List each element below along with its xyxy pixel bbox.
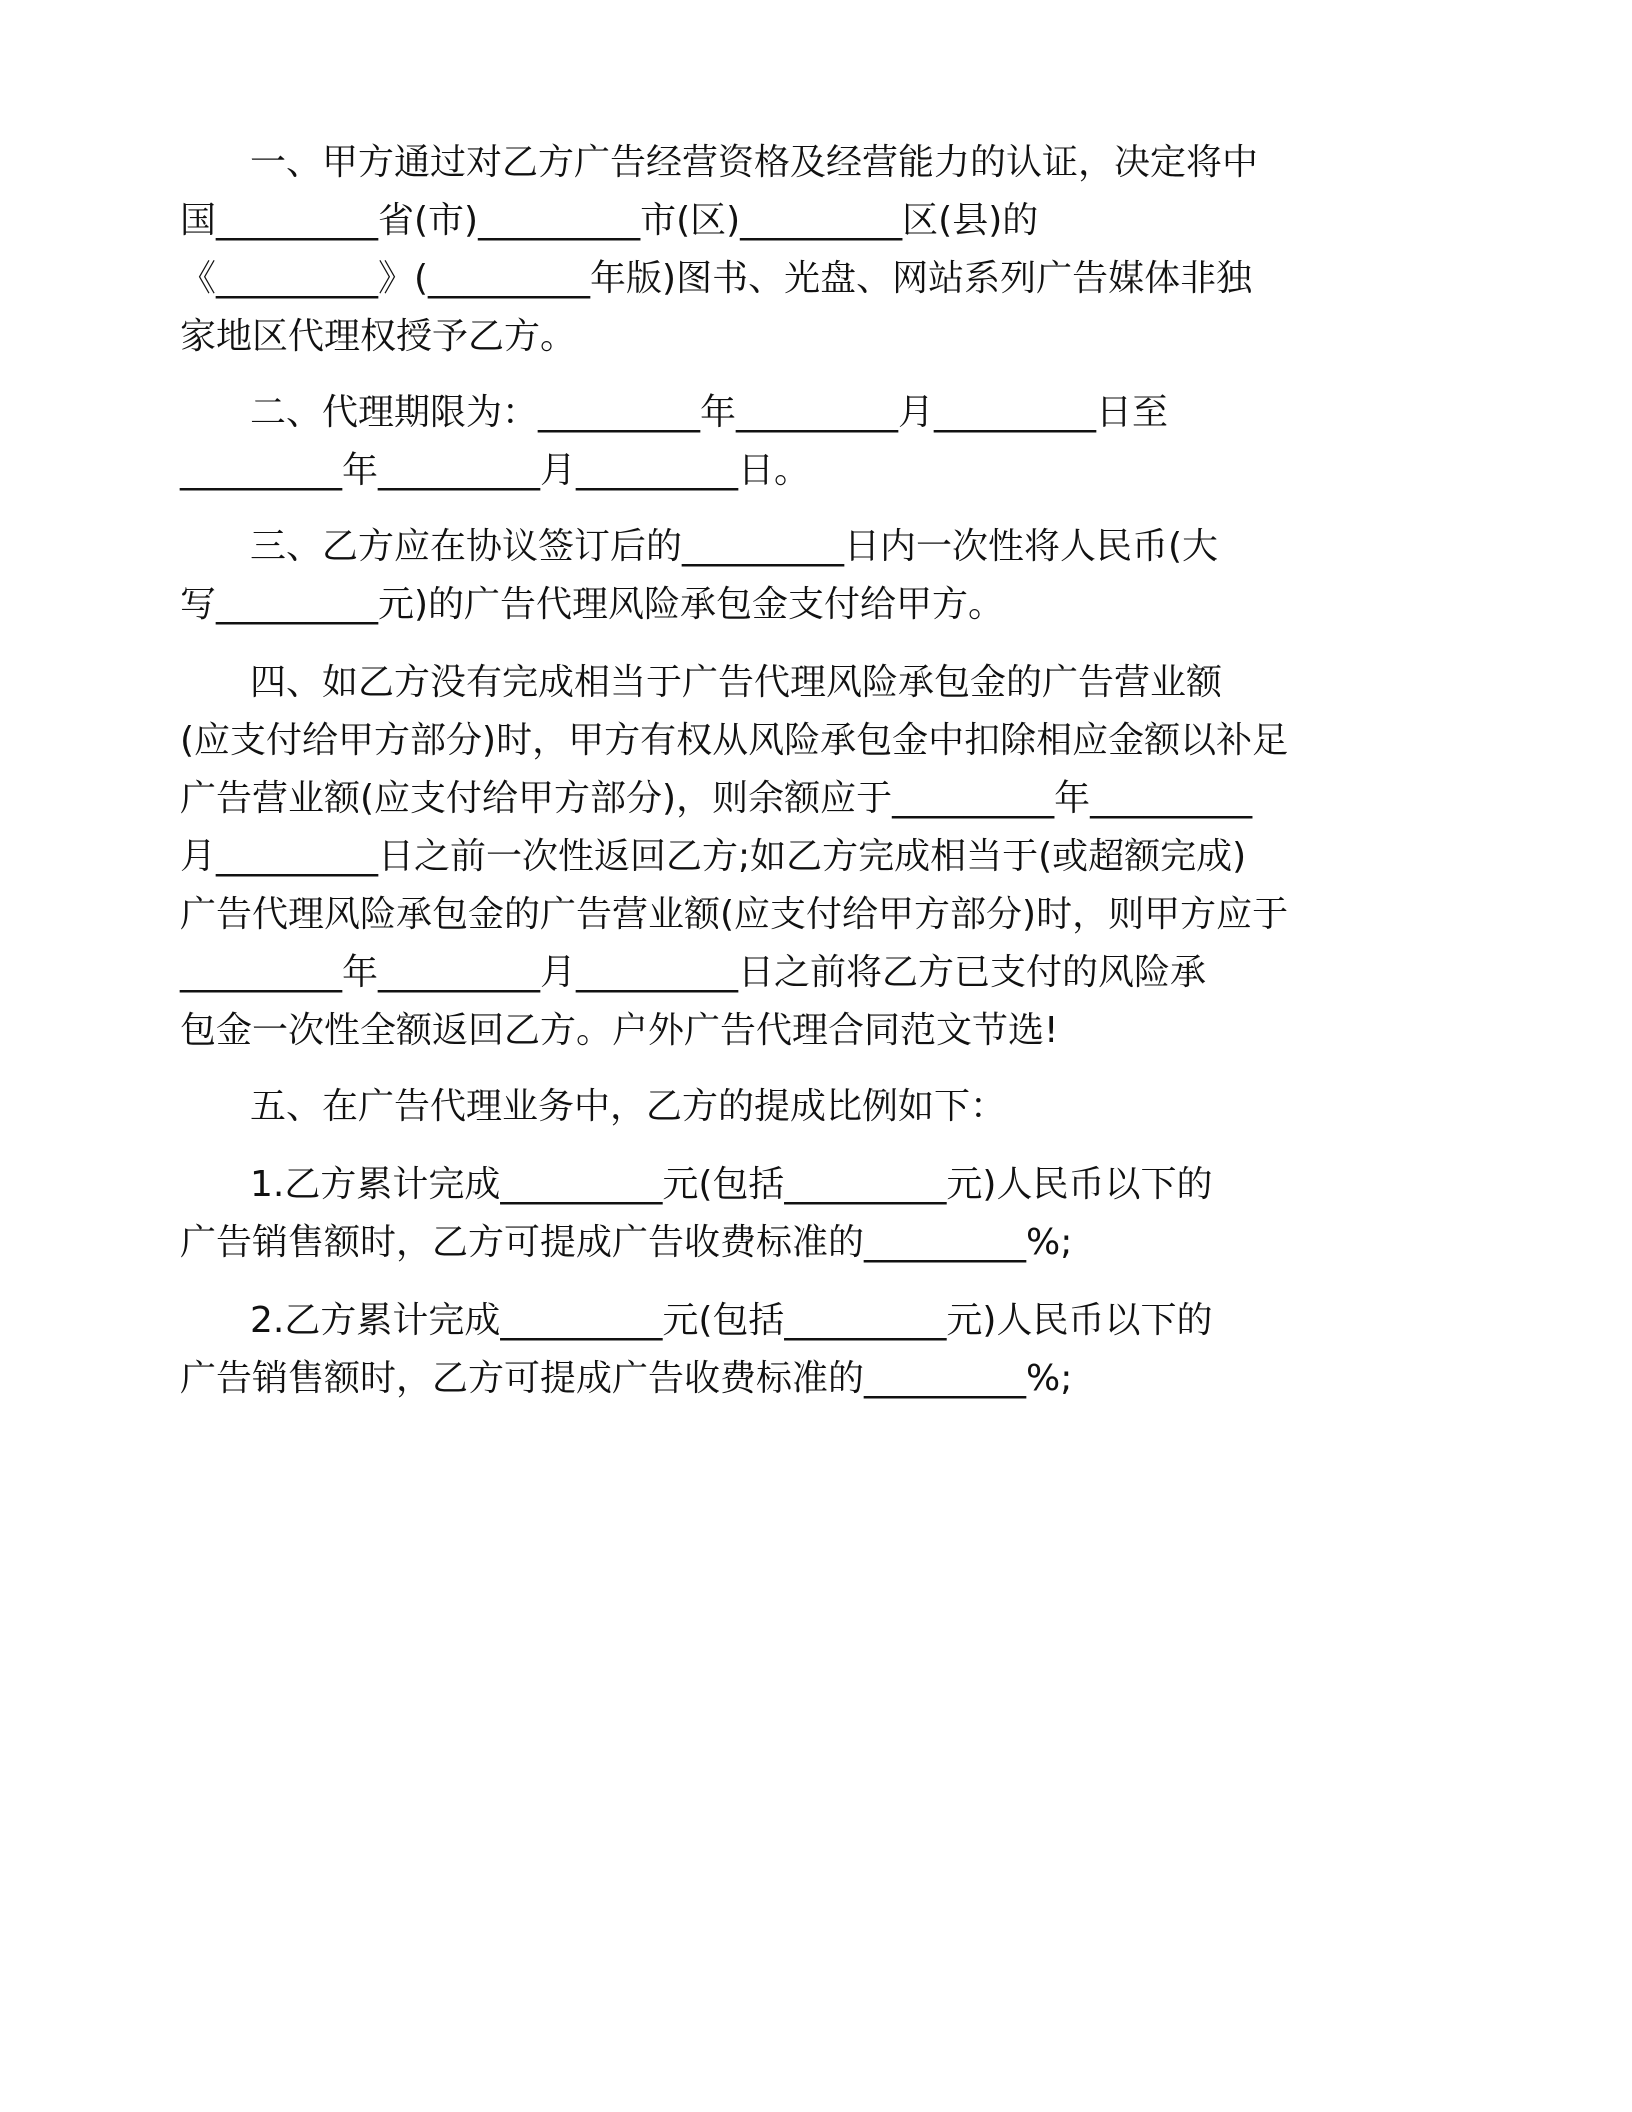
clause-5-item-1-line-1: 1.乙方累计完成_________元(包括_________元)人民币以下的: [250, 1164, 1213, 1205]
clause-4-line-4: 月_________日之前一次性返回乙方;如乙方完成相当于(或超额完成): [180, 836, 1247, 877]
clause-3-line-1: 三、乙方应在协议签订后的_________日内一次性将人民币(大: [250, 526, 1219, 567]
clause-5-line-1: 五、在广告代理业务中，乙方的提成比例如下：: [250, 1086, 1007, 1127]
clause-1-line-3: 《_________》(_________年版)图书、光盘、网站系列广告媒体非独: [180, 258, 1253, 299]
clause-5-item-2-line-2: 广告销售额时，乙方可提成广告收费标准的_________%;: [180, 1358, 1073, 1399]
clause-5-item-2-line-1: 2.乙方累计完成_________元(包括_________元)人民币以下的: [250, 1300, 1213, 1341]
clause-2-line-1: 二、代理期限为：_________年_________月_________日至: [250, 392, 1169, 433]
clause-3-line-2: 写_________元)的广告代理风险承包金支付给甲方。: [180, 584, 1005, 625]
clause-4-line-3: 广告营业额(应支付给甲方部分)，则余额应于_________年_________: [180, 778, 1253, 819]
clause-4-line-1: 四、如乙方没有完成相当于广告代理风险承包金的广告营业额: [250, 662, 1223, 703]
clause-1-line-4: 家地区代理权授予乙方。: [180, 316, 577, 357]
clause-2-line-2: _________年_________月_________日。: [180, 450, 810, 491]
clause-1-line-1: 一、甲方通过对乙方广告经营资格及经营能力的认证，决定将中: [250, 142, 1259, 183]
clause-5-item-1-line-2: 广告销售额时，乙方可提成广告收费标准的_________%;: [180, 1222, 1073, 1263]
clause-4-line-2: (应支付给甲方部分)时，甲方有权从风险承包金中扣除相应金额以补足: [180, 720, 1289, 761]
clause-4-line-6: _________年_________月_________日之前将乙方已支付的风险承: [180, 952, 1207, 993]
clause-4-line-5: 广告代理风险承包金的广告营业额(应支付给甲方部分)时，则甲方应于: [180, 894, 1289, 935]
clause-4-line-7: 包金一次性全额返回乙方。户外广告代理合同范文节选!: [180, 1010, 1059, 1051]
clause-1-line-2: 国_________省(市)_________市(区)_________区(县)的: [180, 200, 1039, 241]
